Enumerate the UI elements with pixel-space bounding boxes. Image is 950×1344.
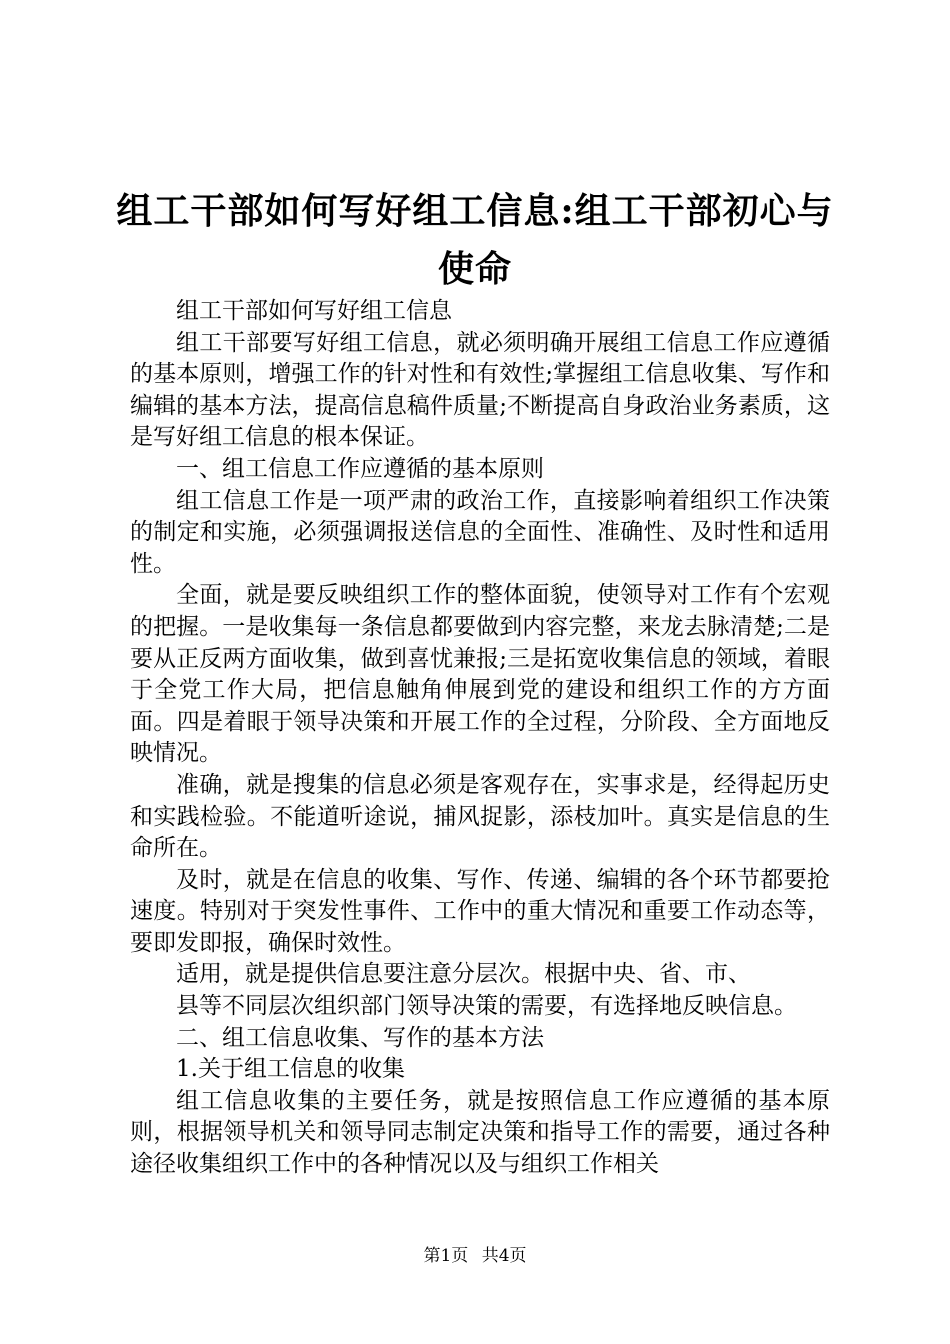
page-footer <box>0 1244 950 1268</box>
paragraph: 全面，就是要反映组织工作的整体面貌，使领导对工作有个宏观的把握。一是收集每一条信息都要做到内容完整，来龙去脉清楚;二是要从正反两方面收集，做到喜忧兼报;三是拓宽收集信息的领域，着眼于全党工作大局，把信息触角伸展到党的建设和组织工作的方方面面。四是着眼于领导决策和开展工作的全过程，分阶段、全方面地反映情况。 <box>130 582 830 767</box>
section-subtitle: 组工干部如何写好组工信息 <box>176 298 452 324</box>
paragraph: 及时，就是在信息的收集、写作、传递、编辑的各个环节都要抢速度。特别对于突发性事件、工作中的重大情况和重要工作动态等，要即发即报，确保时效性。 <box>130 866 830 956</box>
paragraph: 准确，就是搜集的信息必须是客观存在，实事求是，经得起历史和实践检验。不能道听途说，捕风捉影，添枝加叶。真实是信息的生命所在。 <box>130 771 830 862</box>
section-heading: 二、组工信息收集、写作的基本方法 <box>176 1024 544 1051</box>
paragraph: 组工干部要写好组工信息，就必须明确开展组工信息工作应遵循的基本原则，增强工作的针对性和有效性;掌握组工信息收集、写作和编辑的基本方法，提高信息稿件质量;不断提高自身政治业务素质，这是写好组工信息的根本保证。 <box>130 329 830 451</box>
paragraph: 组工信息收集的主要任务，就是按照信息工作应遵循的基本原则，根据领导机关和领导同志制定决策和指导工作的需要，通过各种途径收集组织工作中的各种情况以及与组织工作相关 <box>130 1087 830 1178</box>
section-heading: 一、组工信息工作应遵循的基本原则 <box>176 455 544 482</box>
subsection-heading: 1.关于组工信息的收集 <box>176 1056 405 1083</box>
paragraph: 县等不同层次组织部门领导决策的需要，有选择地反映信息。 <box>176 993 797 1020</box>
paragraph: 适用，就是提供信息要注意分层次。根据中央、省、市、 <box>176 961 751 988</box>
page-number: 第1页 <box>423 1246 469 1266</box>
document-body <box>130 296 830 1181</box>
page-total: 共4页 <box>481 1246 527 1266</box>
paragraph: 组工信息工作是一项严肃的政治工作，直接影响着组织工作决策的制定和实施，必须强调报送信息的全面性、准确性、及时性和适用性。 <box>130 487 830 577</box>
document-title: 组工干部如何写好组工信息:组工干部初心与使命 <box>116 190 834 290</box>
